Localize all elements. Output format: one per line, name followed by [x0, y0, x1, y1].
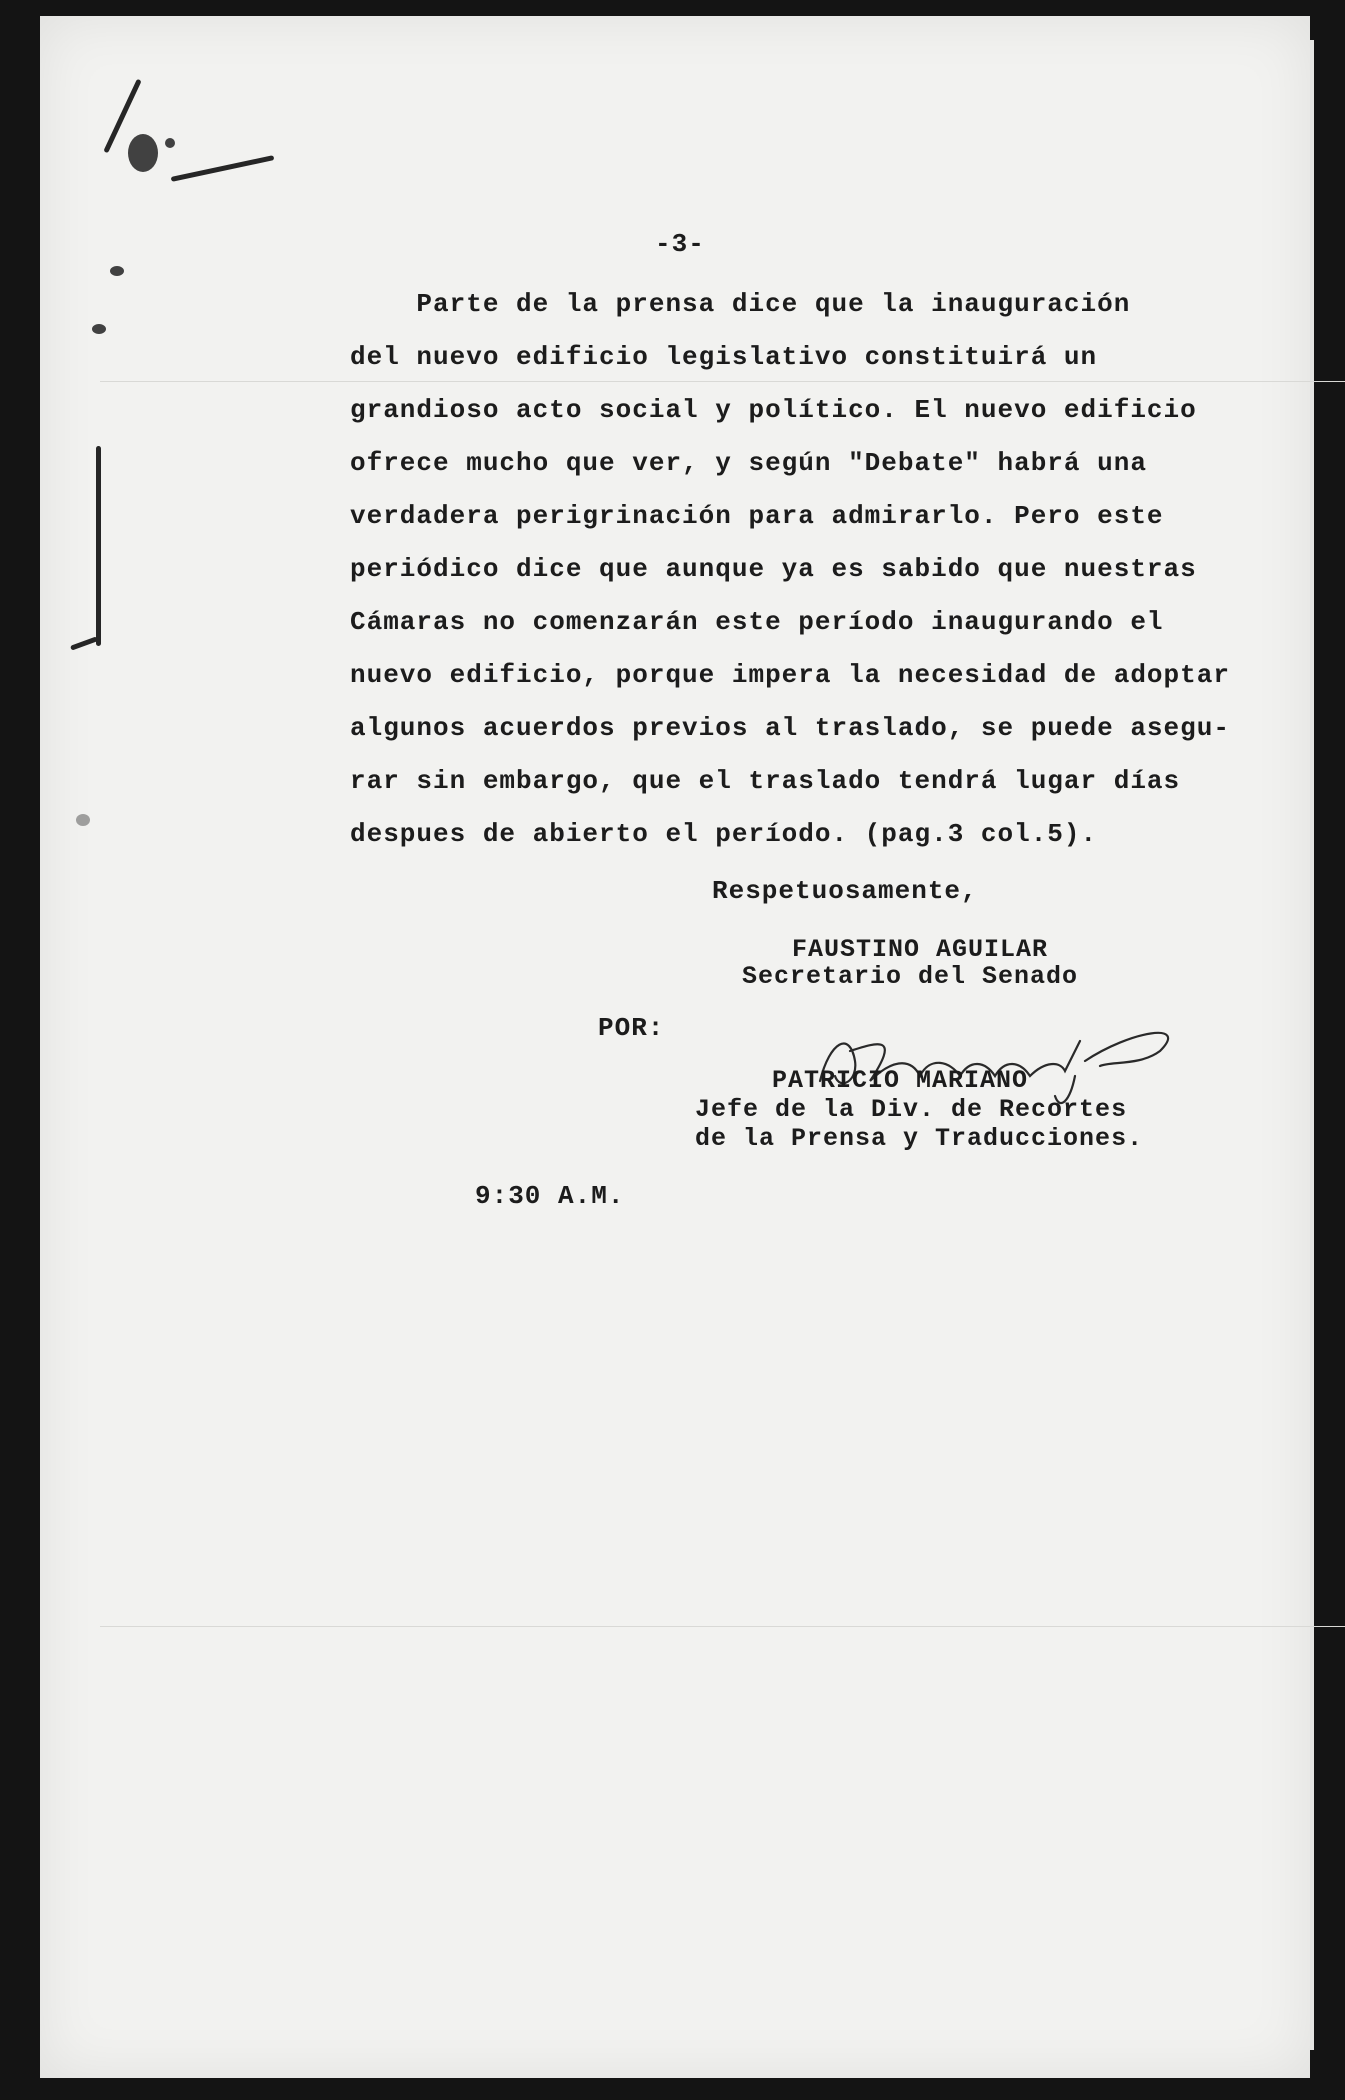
ink-streak [171, 155, 275, 182]
ink-dot [92, 324, 106, 334]
body-line: algunos acuerdos previos al traslado, se puede asegu- [350, 713, 1230, 743]
body-line: Parte de la prensa dice que la inauguración [350, 289, 1131, 319]
por-label: POR: [598, 1013, 665, 1043]
ink-dot [76, 814, 90, 826]
body-line: grandioso acto social y político. El nuevo edificio [350, 395, 1197, 425]
body-line: rar sin embargo, que el traslado tendrá lugar días [350, 766, 1181, 796]
second-signatory-name: PATRICIO MARIANO [772, 1066, 1029, 1095]
ink-streak [70, 636, 98, 650]
fold-line [100, 1626, 1345, 1627]
body-line: periódico dice que aunque ya es sabido que nuestras [350, 554, 1197, 584]
ink-dot [165, 138, 175, 148]
second-signatory-title: Jefe de la Div. de Recortes [695, 1095, 1128, 1124]
ink-streak [96, 446, 101, 646]
body-line: nuevo edificio, porque impera la necesidad de adoptar [350, 660, 1230, 690]
body-line: despues de abierto el período. (pag.3 col.5). [350, 819, 1098, 849]
signatory-title: Secretario del Senado [742, 962, 1079, 991]
body-line: ofrece mucho que ver, y según "Debate" habrá una [350, 448, 1147, 478]
body-line: Cámaras no comenzarán este período inaugurando el [350, 607, 1164, 637]
page-number: -3- [655, 229, 705, 259]
closing-salutation: Respetuosamente, [712, 876, 978, 906]
signatory-name: FAUSTINO AGUILAR [792, 935, 1049, 964]
second-signatory-title: de la Prensa y Traducciones. [695, 1124, 1144, 1153]
ink-dot [110, 266, 124, 276]
ink-blot [128, 134, 158, 172]
body-line: verdadera perigrinación para admirarlo. Pero este [350, 501, 1164, 531]
timestamp: 9:30 A.M. [475, 1181, 625, 1211]
body-line: del nuevo edificio legislativo constituirá un [350, 342, 1098, 372]
